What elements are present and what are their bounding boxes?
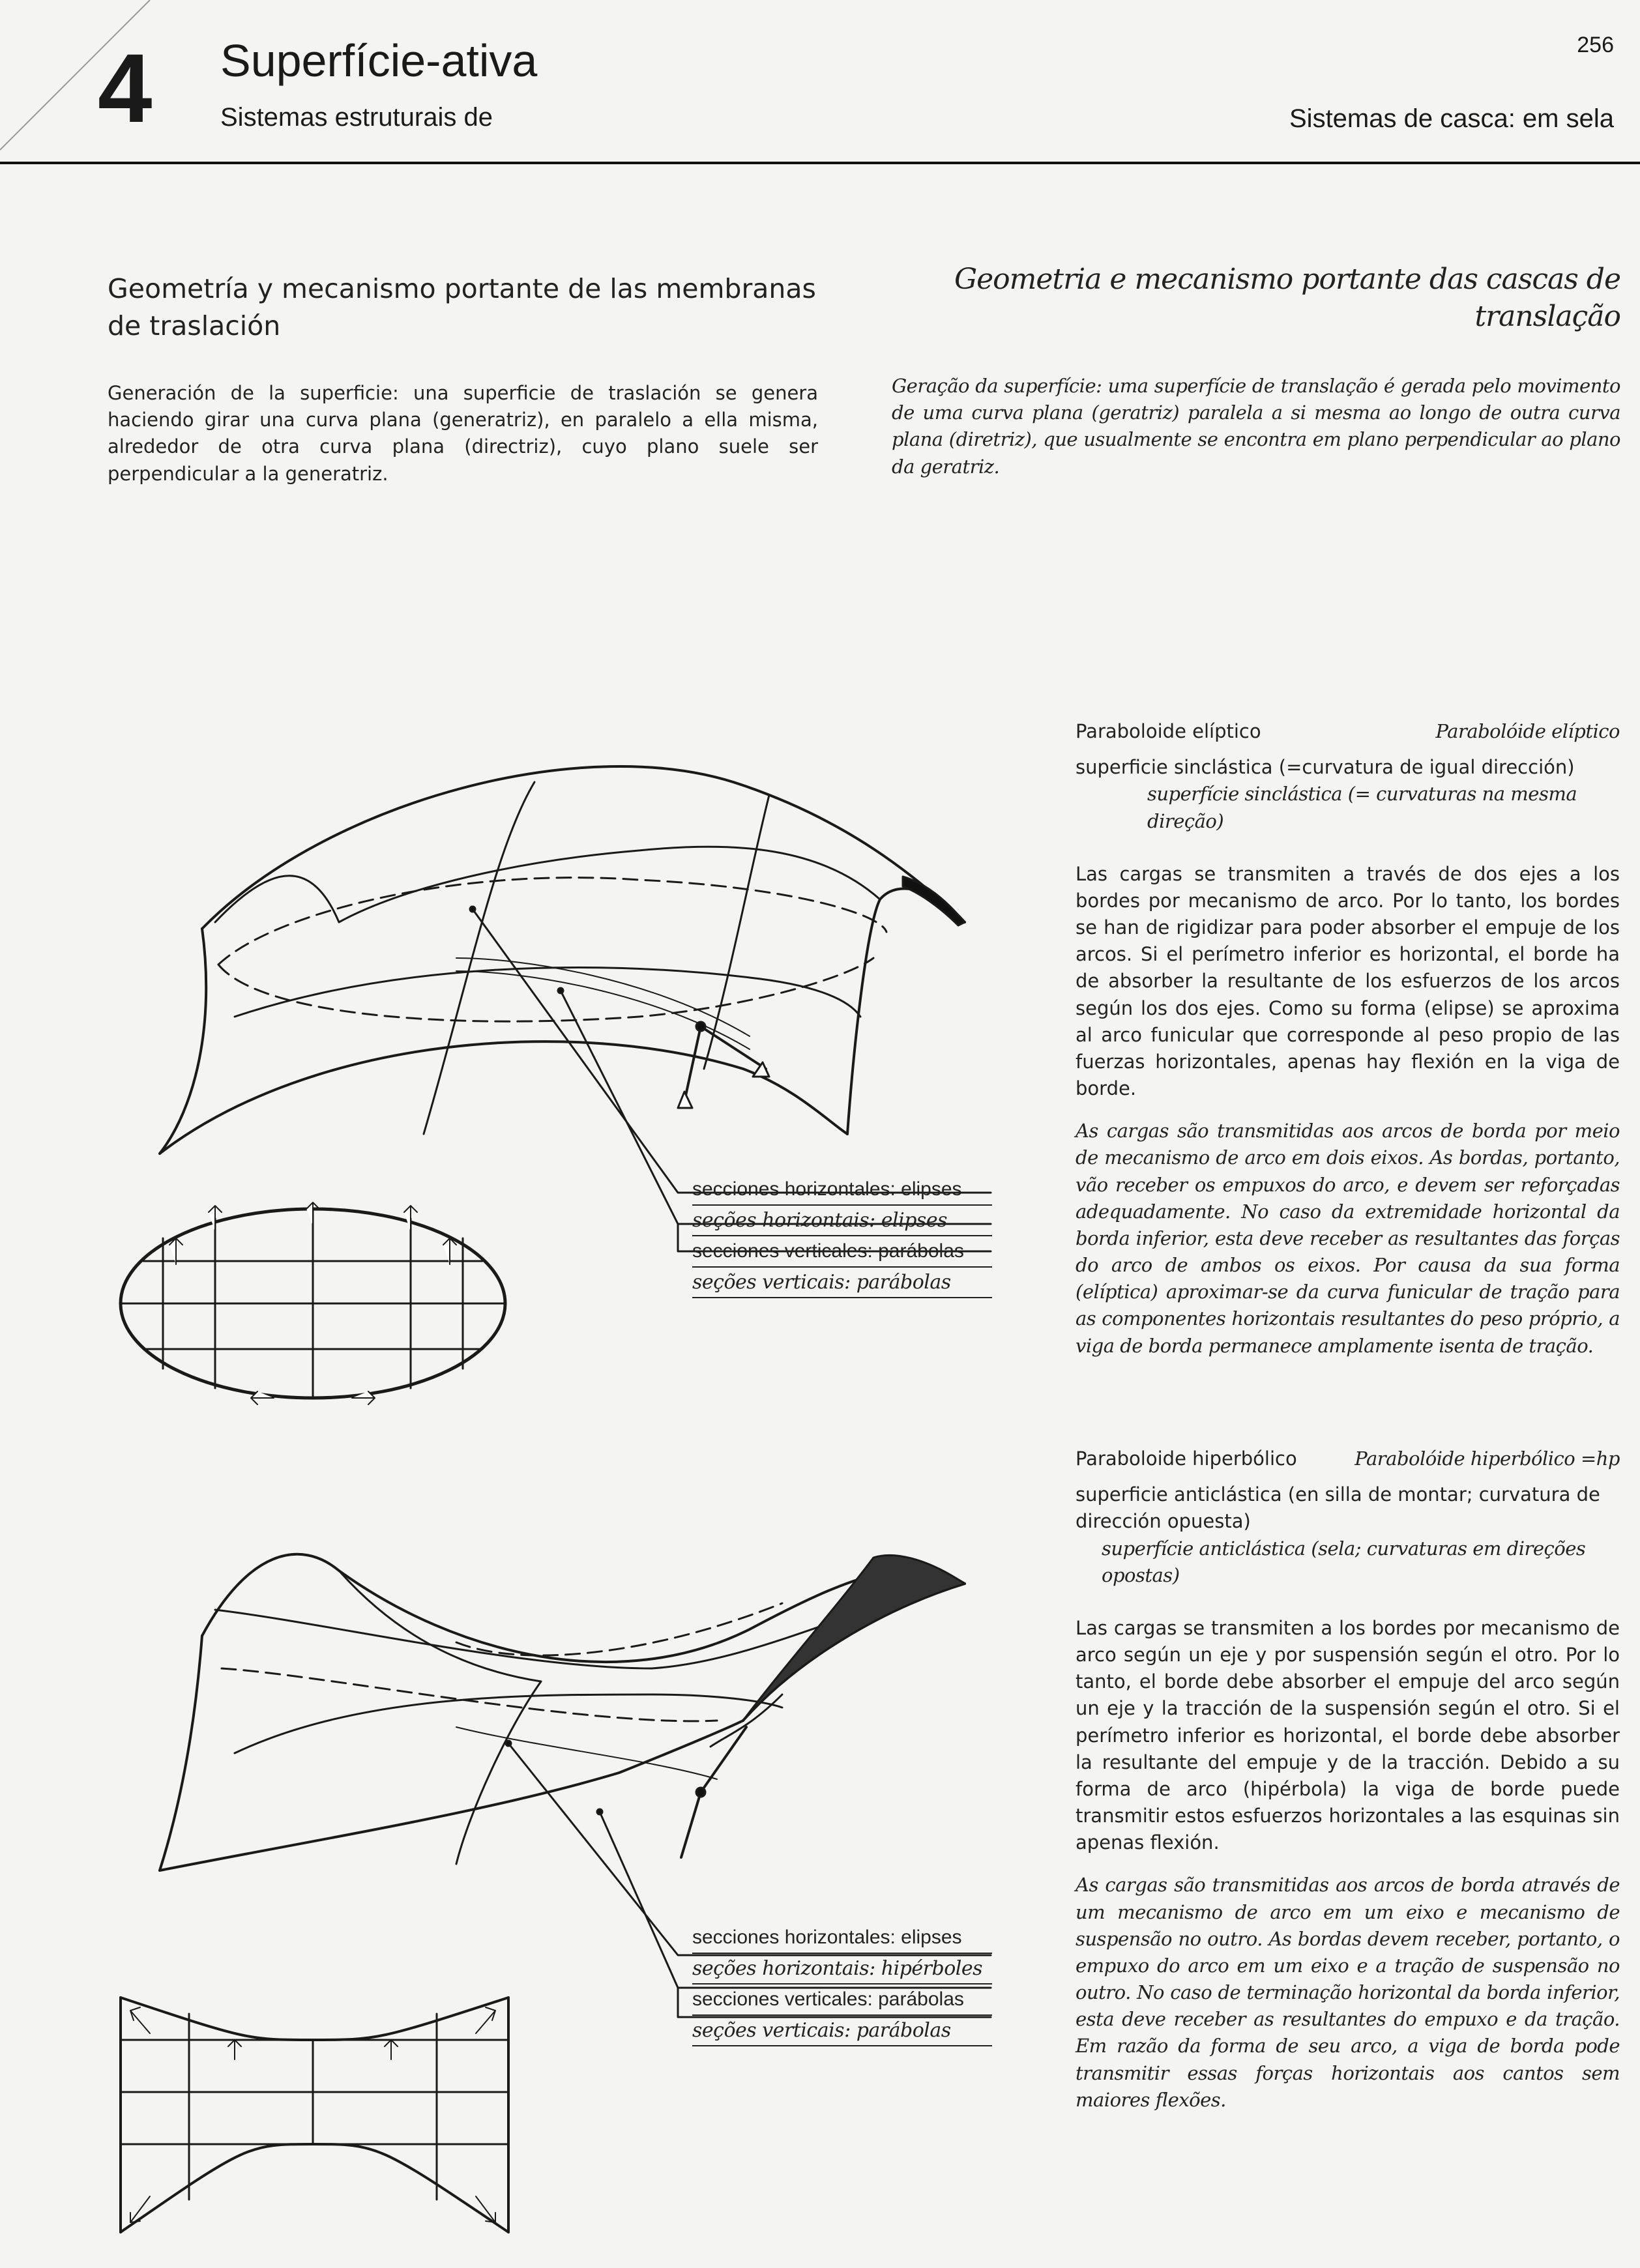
intro-heading-pt: Geometria e mecanismo portante das cascas de translação — [954, 263, 1620, 334]
legend-es-vertical: secciones verticales: parábolas — [692, 1236, 992, 1268]
legend-es-horizontal: secciones horizontales: elipses — [692, 1923, 992, 1954]
chapter-subtitle: Sistemas estruturais de — [220, 103, 493, 132]
elliptic-paraboloid-drawing — [0, 717, 1043, 1434]
elliptic-subtitle-es: superficie sinclástica (=curvatura de igual dirección) — [1076, 756, 1575, 779]
legend-pt-vertical: seções verticais: parábolas — [692, 1268, 992, 1299]
elliptic-paragraph-es: Las cargas se transmiten a través de dos ejes a los bordes por mecanismo de arco. Por lo tanto, los bordes se han de rigidizar para poder absorber el empuje de los arcos. Si el perímetro inferior es horizontal, el borde ha de absorber la resultante de los esfuerzos de los arcos según los dos ejes. Como su forma (elipse) se aproxima al arco funicular que corresponde al peso propio de las fuerzas horizontales, apenas hay flexión en la viga de borde. — [1076, 862, 1620, 1100]
legend-pt-vertical: seções verticais: parábolas — [692, 2016, 992, 2047]
page-number: 256 — [1577, 33, 1614, 57]
legend-pt-horizontal: seções horizontais: hipérboles — [692, 1954, 992, 1985]
elliptic-text-block — [1076, 718, 1620, 1375]
hyperbolic-legend — [692, 1923, 992, 2046]
intro-text-es: Generación de la superficie: una superficie de traslación se genera haciendo girar una curva plana (generatriz), en paralelo a ella misma, alrededor de otra curva plana (directriz), cuyo plano suele ser perpendicular a la generatriz. — [108, 382, 818, 485]
hyperbolic-paraboloid-drawing — [0, 1499, 1043, 2248]
chapter-number: 4 — [98, 33, 153, 143]
elliptic-paragraph-pt: As cargas são transmitidas aos arcos de borda por meio de mecanismo de arco em dois eixos. As bordas, portanto, vão receber os empuxos do arco, e devem ser reforçadas adequadamente. No caso da extremidade horizontal da borda inferior, esta deve receber as resultantes das forças do arco de ambos os eixos. Por causa da sua forma (elíptica) aproximar-se da curva funicular de tração para as componentes horizontais resultantes do peso próprio, a viga de borda permanece amplamente isenta de tração. — [1076, 1120, 1620, 1357]
intro-heading-es: Geometría y mecanismo portante de las membranas de traslación — [108, 273, 816, 342]
hyperbolic-title-es: Paraboloide hiperbólico — [1076, 1447, 1297, 1470]
legend-pt-horizontal: seções horizontais: elipses — [692, 1206, 992, 1237]
elliptic-subtitle-pt: superfície sinclástica (= curvaturas na mesma direção) — [1147, 783, 1577, 832]
section-title: Sistemas de casca: em sela — [1289, 104, 1614, 133]
hyperbolic-title-pt: Parabolóide hiperbólico =hp — [1354, 1447, 1620, 1470]
elliptic-title-pt: Parabolóide elíptico — [1435, 720, 1620, 742]
hyperbolic-subtitle-pt: superfície anticlástica (sela; curvaturas em direções opostas) — [1102, 1537, 1586, 1586]
hyperbolic-paragraph-pt: As cargas são transmitidas aos arcos de borda através de um mecanismo de arco em um eixo e mecanismo de suspensão no outro. As bordas devem receber, portanto, o empuxo do arco em um eixo e a tração de suspensão no outro. No caso de terminação horizontal da borda inferior, esta deve receber as resultantes do empuxo e da tração. Em razão da forma de seu arco, a viga de borda pode transmitir essas forças horizontais aos cantos sem maiores flexões. — [1076, 1874, 1620, 2111]
intro-text-pt: Geração da superfície: uma superfície de translação é gerada pelo movimento de uma curva plana (geratriz) paralela a si mesma ao longo de outra curva plana (diretriz), que usualmente se encontra em plano perpendicular ao plano da geratriz. — [892, 375, 1620, 478]
header-divider — [0, 162, 1640, 164]
legend-es-horizontal: secciones horizontales: elipses — [692, 1174, 992, 1206]
hyperbolic-subtitle-es: superficie anticlástica (en silla de montar; curvatura de dirección opuesta) — [1076, 1483, 1600, 1533]
chapter-title: Superfície-ativa — [220, 35, 538, 86]
hyperbolic-text-block — [1076, 1446, 1620, 2129]
elliptic-title-es: Paraboloide elíptico — [1076, 720, 1261, 742]
legend-es-vertical: secciones verticales: parábolas — [692, 1984, 992, 2016]
hyperbolic-paragraph-es: Las cargas se transmiten a los bordes por mecanismo de arco según un eje y por suspensión según el otro. Por lo tanto, el borde debe absorber el empuje del arco según un eje y la tracción de la suspensión según el otro. Si el perímetro inferior es horizontal, el borde debe absorber la resultante del empuje y de la tracción. Debido a su forma de arco (hipérbola) la viga de borde puede transmitir estos esfuerzos horizontales a las esquinas sin apenas flexión. — [1076, 1616, 1620, 1854]
elliptic-legend — [692, 1174, 992, 1298]
